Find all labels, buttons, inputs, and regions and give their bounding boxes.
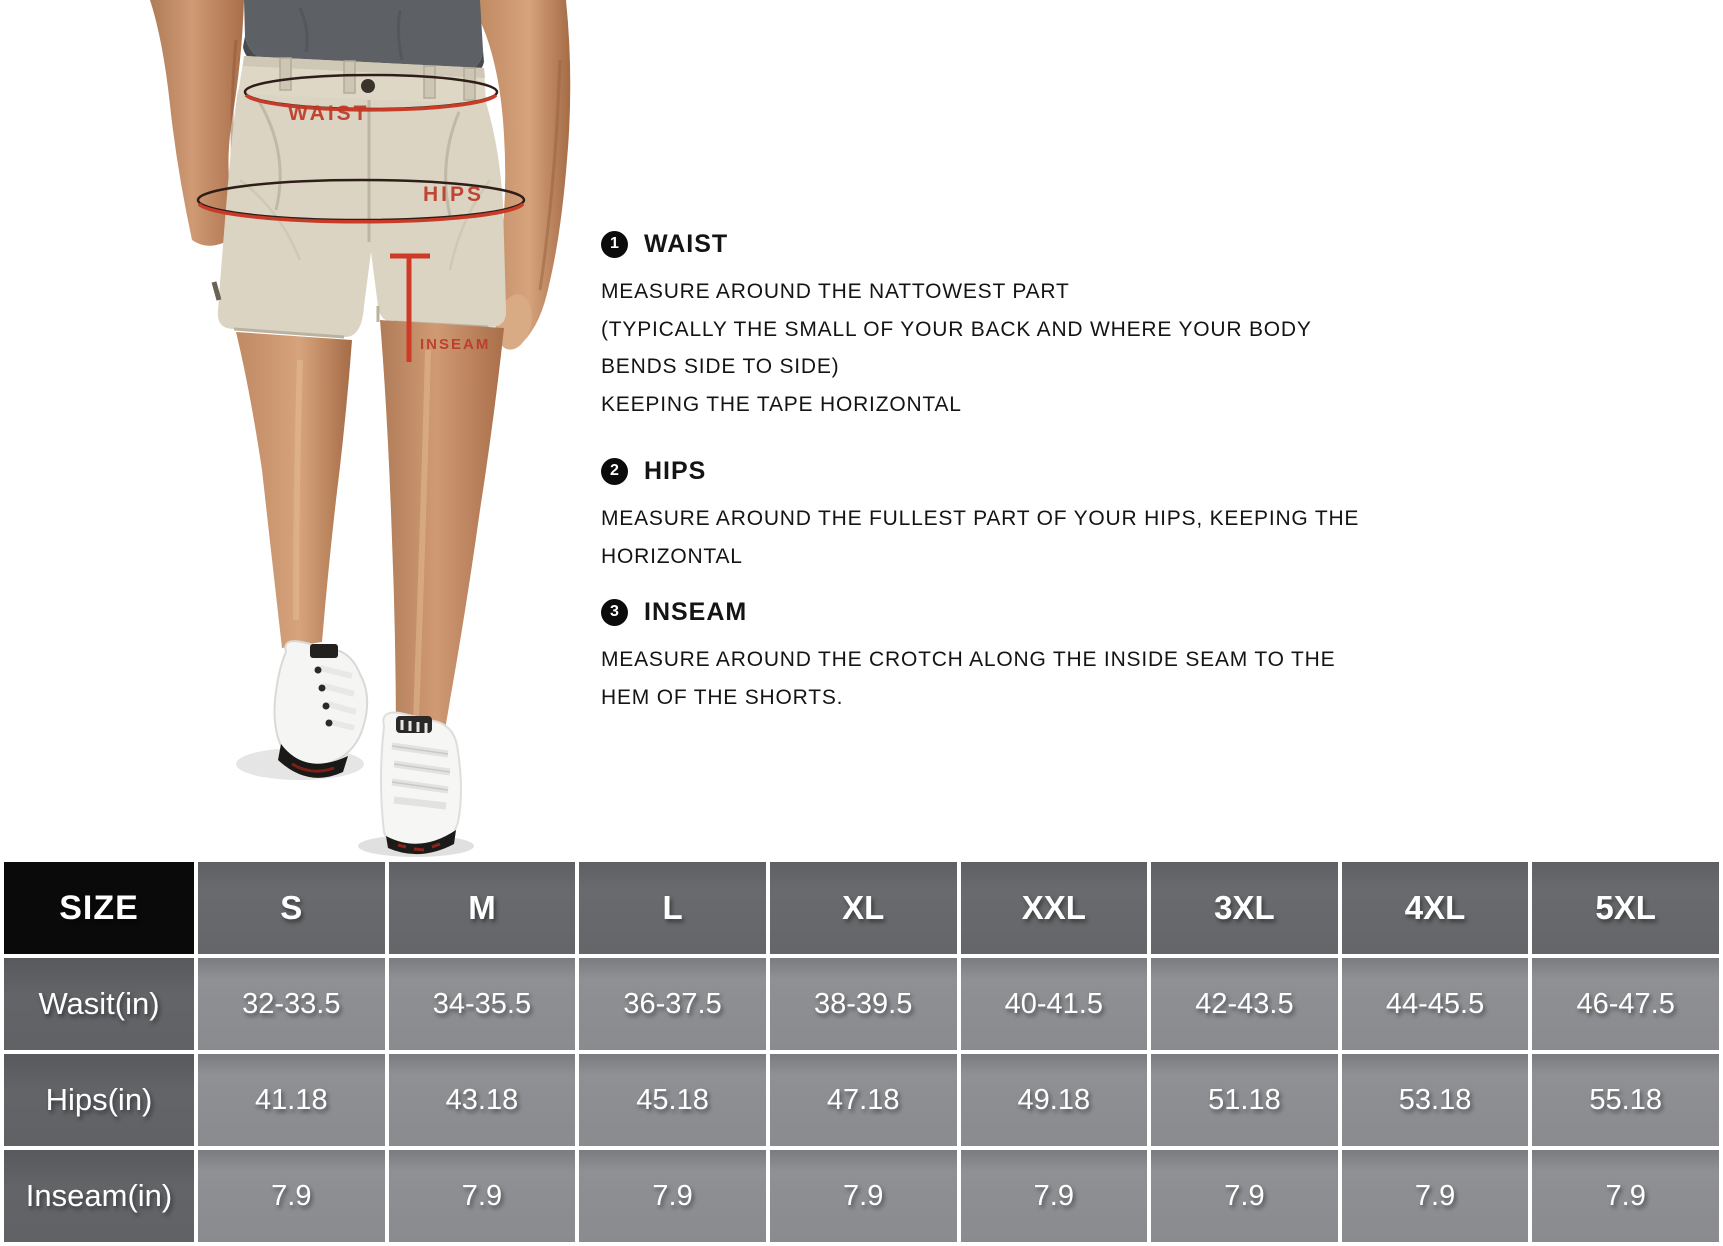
size-chart-cell: 49.18	[961, 1054, 1148, 1146]
size-chart-table	[0, 858, 1723, 1246]
instruction-heading	[601, 230, 1421, 258]
size-chart-col-header-3xl: 3XL	[1151, 862, 1338, 954]
size-chart-cell: 7.9	[198, 1150, 385, 1242]
size-chart-cell: 7.9	[1151, 1150, 1338, 1242]
size-chart-col-header-xl: XL	[770, 862, 957, 954]
instruction-heading	[601, 598, 1421, 626]
hips-annotation-label: HIPS	[423, 183, 485, 206]
size-chart-cell: 55.18	[1532, 1054, 1719, 1146]
size-chart-corner-header: SIZE	[4, 862, 194, 954]
instruction-line: (TYPICALLY THE SMALL OF YOUR BACK AND WHERE YOUR BODY	[601, 317, 1312, 341]
size-chart-cell: 7.9	[579, 1150, 766, 1242]
instruction-title: INSEAM	[644, 597, 748, 626]
model-illustration	[0, 0, 660, 858]
number-badge-icon: 2	[601, 458, 628, 485]
instruction-line: MEASURE AROUND THE FULLEST PART OF YOUR HIPS, KEEPING THE	[601, 507, 1360, 530]
size-chart-row-label-waist: Wasit(in)	[4, 958, 194, 1050]
instruction-line: HORIZONTAL	[601, 544, 743, 568]
shorts-button	[361, 79, 375, 93]
size-chart-cell: 36-37.5	[579, 958, 766, 1050]
product-photo	[0, 0, 660, 858]
size-chart-cell: 42-43.5	[1151, 958, 1338, 1050]
size-chart-cell: 41.18	[198, 1054, 385, 1146]
pocket-zipper-pull	[214, 282, 219, 300]
size-chart-cell: 44-45.5	[1342, 958, 1529, 1050]
size-chart-col-header-xxl: XXL	[961, 862, 1148, 954]
size-chart-row-label-hips: Hips(in)	[4, 1054, 194, 1146]
instruction-title: HIPS	[644, 456, 707, 485]
size-chart-cell: 46-47.5	[1532, 958, 1719, 1050]
size-chart-cell: 7.9	[770, 1150, 957, 1242]
size-chart-row-label-inseam: Inseam(in)	[4, 1150, 194, 1242]
size-chart-cell: 38-39.5	[770, 958, 957, 1050]
size-chart-cell: 7.9	[961, 1150, 1148, 1242]
instruction-line: BENDS SIDE TO SIDE)	[601, 355, 840, 378]
size-chart-cell: 7.9	[389, 1150, 576, 1242]
size-chart-cell: 53.18	[1342, 1054, 1529, 1146]
size-chart-cell: 7.9	[1532, 1150, 1719, 1242]
instruction-body	[601, 641, 1421, 716]
size-chart-col-header-4xl: 4XL	[1342, 862, 1529, 954]
size-chart-cell: 43.18	[389, 1054, 576, 1146]
instruction-body	[601, 273, 1421, 423]
size-chart-cell: 45.18	[579, 1054, 766, 1146]
instruction-line: MEASURE AROUND THE CROTCH ALONG THE INSIDE SEAM TO THE	[601, 648, 1336, 671]
instruction-line: MEASURE AROUND THE NATTOWEST PART	[601, 280, 1070, 303]
size-chart-cell: 7.9	[1342, 1150, 1529, 1242]
size-chart-cell: 34-35.5	[389, 958, 576, 1050]
instruction-section-waist	[601, 230, 1421, 423]
instruction-line: KEEPING THE TAPE HORIZONTAL	[601, 392, 962, 416]
instruction-section-inseam	[601, 598, 1421, 716]
size-chart-cell: 51.18	[1151, 1054, 1338, 1146]
right-sneaker	[381, 713, 461, 855]
instruction-heading	[601, 457, 1421, 485]
size-chart-cell: 47.18	[770, 1054, 957, 1146]
number-badge-icon: 1	[601, 231, 628, 258]
size-chart-col-header-s: S	[198, 862, 385, 954]
size-chart-cell: 32-33.5	[198, 958, 385, 1050]
waist-annotation-label: WAIST	[288, 102, 370, 125]
size-chart-col-header-5xl: 5XL	[1532, 862, 1719, 954]
inseam-annotation-label: INSEAM	[420, 336, 491, 353]
size-chart-cell: 40-41.5	[961, 958, 1148, 1050]
instruction-line: HEM OF THE SHORTS.	[601, 685, 844, 709]
number-badge-icon: 3	[601, 599, 628, 626]
instruction-section-hips	[601, 457, 1421, 575]
instruction-title: WAIST	[644, 229, 729, 258]
instruction-body	[601, 500, 1421, 575]
size-chart-col-header-m: M	[389, 862, 576, 954]
size-chart-col-header-l: L	[579, 862, 766, 954]
